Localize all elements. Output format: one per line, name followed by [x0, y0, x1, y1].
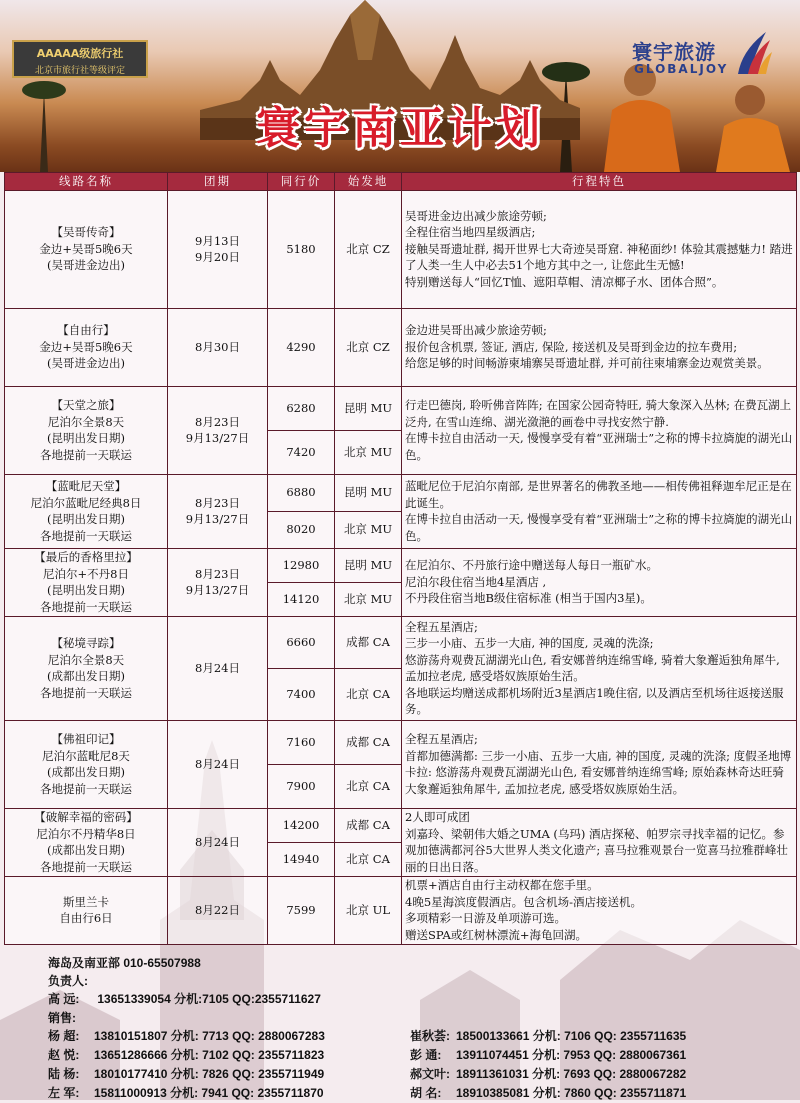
route-name: 【吴哥传奇】 金边+吴哥5晚6天 (吴哥进金边出): [5, 190, 168, 308]
itinerary-features: 2人即可成团 刘嘉玲、梁朝伟大婚之UMA (乌玛) 酒店探秘、帕罗宗寻找幸福的记忆。参观加德满都河谷5大世界人类文化遗产; 喜马拉雅观景台一览喜马拉雅群峰壮丽的日出日落。: [402, 808, 797, 876]
route-name: 【佛祖印记】 尼泊尔蓝毗尼8天 (成都出发日期) 各地提前一天联运: [5, 720, 168, 808]
col-header-price: 同行价: [268, 173, 335, 191]
table-row: [5, 308, 797, 386]
departure-city: 成都 CA: [335, 616, 402, 668]
sales-qq: QQ: 2355711871: [594, 1086, 687, 1100]
table-row: [5, 808, 797, 842]
itinerary-features: 全程五星酒店; 三步一小庙、五步一大庙, 神的国度, 灵魂的洗涤; 悠游荡舟观费瓦湖湖光山色, 看安娜普纳连绵雪峰, 骑着大象邂逅独角犀牛, 孟加拉老虎, 感受塔奴族原始生活。 各地联运均赠送成都机场附近3星酒店1晚住宿, 以及酒店至机场往返接送服务。: [402, 616, 797, 720]
tour-dates: 8月23日 9月13/27日: [168, 386, 268, 474]
department-phone: 海岛及南亚部 010-65507988: [48, 956, 201, 970]
company-logo: [630, 36, 780, 80]
trade-price: 8020: [268, 511, 335, 548]
sales-name: 陆 杨:: [48, 1067, 80, 1081]
logo-english: GLOBALJOY: [634, 62, 729, 76]
departure-city: 昆明 MU: [335, 548, 402, 582]
manager-row: [48, 990, 768, 1009]
col-header-dates: 团期: [168, 173, 268, 191]
tour-plan-table: [4, 172, 797, 945]
route-name: 【蓝毗尼天堂】 尼泊尔蓝毗尼经典8日 (昆明出发日期) 各地提前一天联运: [5, 474, 168, 548]
contact-section: [48, 954, 768, 1103]
route-name: 【天堂之旅】 尼泊尔全景8天 (昆明出发日期) 各地提前一天联运: [5, 386, 168, 474]
departure-city: 北京 MU: [335, 582, 402, 616]
tour-dates: 8月23日 9月13/27日: [168, 548, 268, 616]
trade-price: 7420: [268, 430, 335, 474]
itinerary-features: 金边进吴哥出减少旅途劳顿; 报价包含机票, 签证, 酒店, 保险, 接送机及吴哥到金边的拉车费用; 给您足够的时间畅游柬埔寨吴哥遗址群, 并可前往柬埔寨金边观赏美景。: [402, 308, 797, 386]
manager-qq-label: QQ:: [232, 992, 255, 1006]
sales-qq: QQ: 2355711949: [232, 1067, 325, 1081]
trade-price: 7599: [268, 876, 335, 944]
manager-name: 高 远:: [48, 992, 80, 1006]
tour-dates: 8月24日: [168, 808, 268, 876]
logo-chinese: 寰宇旅游: [632, 40, 716, 64]
sales-person: [48, 1084, 410, 1101]
departure-city: 北京 MU: [335, 511, 402, 548]
trade-price: 14940: [268, 842, 335, 876]
sales-name: 崔秋荟:: [410, 1029, 450, 1043]
itinerary-features: 在尼泊尔、不丹旅行途中赠送每人每日一瓶矿水。 尼泊尔段住宿当地4星酒店 , 不丹段住宿当地B级住宿标准 (相当于国内3星)。: [402, 548, 797, 616]
sales-person: [410, 1046, 750, 1063]
sales-qq: QQ: 2355711823: [232, 1048, 325, 1062]
col-header-route: 线路名称: [5, 173, 168, 191]
sales-mobile: 13810151807: [94, 1029, 171, 1043]
sales-qq: QQ: 2880067361: [593, 1048, 687, 1062]
tour-dates: 8月23日 9月13/27日: [168, 474, 268, 548]
departure-city: 成都 CA: [335, 720, 402, 764]
departure-city: 北京 CZ: [335, 308, 402, 386]
sales-row: [48, 1027, 768, 1046]
tour-dates: 8月22日: [168, 876, 268, 944]
departure-city: 北京 UL: [335, 876, 402, 944]
sales-mobile: 18911361031: [456, 1067, 533, 1081]
sales-ext: 分机: 7826: [170, 1067, 233, 1081]
table-row: [5, 190, 797, 308]
departure-city: 昆明 MU: [335, 386, 402, 430]
trade-price: 12980: [268, 548, 335, 582]
sales-ext: 分机: 7953: [532, 1048, 594, 1062]
route-name: 斯里兰卡 自由行6日: [5, 876, 168, 944]
sales-name: 彭 通:: [410, 1048, 442, 1062]
sales-person: [48, 1065, 410, 1082]
sales-person: [410, 1084, 750, 1101]
trade-price: 4290: [268, 308, 335, 386]
route-name: 【最后的香格里拉】 尼泊尔+不丹8日 (昆明出发日期) 各地提前一天联运: [5, 548, 168, 616]
badge-line1: AAAAA级旅行社: [36, 47, 124, 60]
sales-mobile: 18910385081: [456, 1086, 533, 1100]
sales-qq: QQ: 2880067282: [593, 1067, 687, 1081]
manager-label: 负责人:: [48, 974, 88, 988]
tour-dates: 8月24日: [168, 616, 268, 720]
sales-qq: QQ: 2355711870: [231, 1086, 324, 1100]
trade-price: 7900: [268, 764, 335, 808]
itinerary-features: 行走巴德岗, 聆听佛音阵阵; 在国家公园奇特旺, 骑大象深入丛林; 在费瓦湖上泛舟, 在雪山连绵、湖光潋滟的画卷中寻找安然宁静. 在博卡拉自由活动一天, 慢慢享受有着“亚洲瑞士”之称的博卡拉旖旎的湖光山色。: [402, 386, 797, 474]
sales-ext: 分机: 7106: [532, 1029, 595, 1043]
table-row: [5, 876, 797, 944]
sales-row: [48, 1065, 768, 1084]
manager-ext-label: 分机:: [174, 992, 203, 1006]
sales-mobile: 13911074451: [456, 1048, 533, 1062]
tour-dates: 9月13日 9月20日: [168, 190, 268, 308]
sales-mobile: 13651286666: [94, 1048, 171, 1062]
sales-qq: QQ: 2880067283: [232, 1029, 325, 1043]
col-header-departure: 始发地: [335, 173, 402, 191]
manager-ext: 7105: [202, 992, 229, 1006]
table-row: [5, 386, 797, 430]
header-banner: [0, 0, 800, 172]
table-header-row: [5, 173, 797, 191]
sales-name: 左 军:: [48, 1086, 80, 1100]
table-row: [5, 474, 797, 511]
trade-price: 7160: [268, 720, 335, 764]
sales-person: [410, 1027, 750, 1044]
sales-person: [410, 1065, 750, 1082]
tour-dates: 8月24日: [168, 720, 268, 808]
trade-price: 6880: [268, 474, 335, 511]
sales-person: [48, 1046, 410, 1063]
itinerary-features: 蓝毗尼位于尼泊尔南部, 是世界著名的佛教圣地——相传佛祖释迦牟尼正是在此诞生。 在博卡拉自由活动一天, 慢慢享受有着“亚洲瑞士”之称的博卡拉旖旎的湖光山色。: [402, 474, 797, 548]
agency-rating-badge: [12, 40, 148, 78]
trade-price: 5180: [268, 190, 335, 308]
badge-line2: 北京市旅行社等级评定: [34, 66, 125, 76]
manager-qq: 2355711627: [254, 992, 321, 1006]
route-name: 【秘境寻踪】 尼泊尔全景8天 (成都出发日期) 各地提前一天联运: [5, 616, 168, 720]
sales-ext: 分机: 7860: [532, 1086, 595, 1100]
logo-wing-icon: [732, 30, 772, 76]
sales-name: 杨 超:: [48, 1029, 80, 1043]
table-row: [5, 616, 797, 668]
sales-name: 赵 悦:: [48, 1048, 80, 1062]
col-header-features: 行程特色: [402, 173, 797, 191]
sales-row: [48, 1046, 768, 1065]
manager-mobile: 13651339054: [97, 992, 171, 1006]
sales-ext: 分机: 7102: [170, 1048, 233, 1062]
sales-mobile: 18010177410: [94, 1067, 171, 1081]
sales-qq: QQ: 2355711635: [594, 1029, 687, 1043]
departure-city: 北京 CA: [335, 764, 402, 808]
sales-list: [48, 1027, 768, 1103]
table-row: [5, 548, 797, 582]
departure-city: 北京 CA: [335, 842, 402, 876]
trade-price: 14200: [268, 808, 335, 842]
route-name: 【自由行】 金边+吴哥5晚6天 (吴哥进金边出): [5, 308, 168, 386]
sales-row: [48, 1084, 768, 1103]
trade-price: 6660: [268, 616, 335, 668]
itinerary-features: 吴哥进金边出减少旅途劳顿; 全程住宿当地四星级酒店; 接触吴哥遗址群, 揭开世界七大奇迹吴哥窟. 神秘面纱! 体验其震撼魅力! 踏进了人类一生人中必去51个地方其中之一, 让您此生无憾! 特别赠送每人“回忆T恤、遮阳草帽、清凉椰子水、团体合照”。: [402, 190, 797, 308]
trade-price: 6280: [268, 386, 335, 430]
sales-ext: 分机: 7941: [170, 1086, 232, 1100]
sales-name: 胡 名:: [410, 1086, 442, 1100]
sales-mobile: 15811000913: [94, 1086, 171, 1100]
itinerary-features: 机票+酒店自由行主动权都在您手里。 4晚5星海滨度假酒店。包含机场-酒店接送机。 多项精彩一日游及单项游可选。 赠送SPA或红树林漂流+海龟回湖。: [402, 876, 797, 944]
trade-price: 14120: [268, 582, 335, 616]
departure-city: 昆明 MU: [335, 474, 402, 511]
route-name: 【破解幸福的密码】 尼泊尔不丹精华8日 (成都出发日期) 各地提前一天联运: [5, 808, 168, 876]
itinerary-features: 全程五星酒店; 首都加德满都: 三步一小庙、五步一大庙, 神的国度, 灵魂的洗涤; 度假圣地博卡拉: 悠游荡舟观费瓦湖湖光山色, 看安娜普纳连绵雪峰; 原始森林奇达旺骑大象邂逅独角犀牛, 孟加拉老虎, 感受塔奴族原始生活。: [402, 720, 797, 808]
departure-city: 北京 CZ: [335, 190, 402, 308]
departure-city: 北京 MU: [335, 430, 402, 474]
tour-dates: 8月30日: [168, 308, 268, 386]
sales-ext: 分机: 7713: [170, 1029, 233, 1043]
sales-name: 郝文叶:: [410, 1067, 450, 1081]
departure-city: 成都 CA: [335, 808, 402, 842]
departure-city: 北京 CA: [335, 668, 402, 720]
sales-person: [48, 1027, 410, 1044]
table-row: [5, 720, 797, 764]
trade-price: 7400: [268, 668, 335, 720]
page-title: 寰宇南亚计划: [256, 103, 544, 154]
sales-label: 销售:: [48, 1011, 76, 1025]
sales-mobile: 18500133661: [456, 1029, 533, 1043]
sales-ext: 分机: 7693: [532, 1067, 594, 1081]
